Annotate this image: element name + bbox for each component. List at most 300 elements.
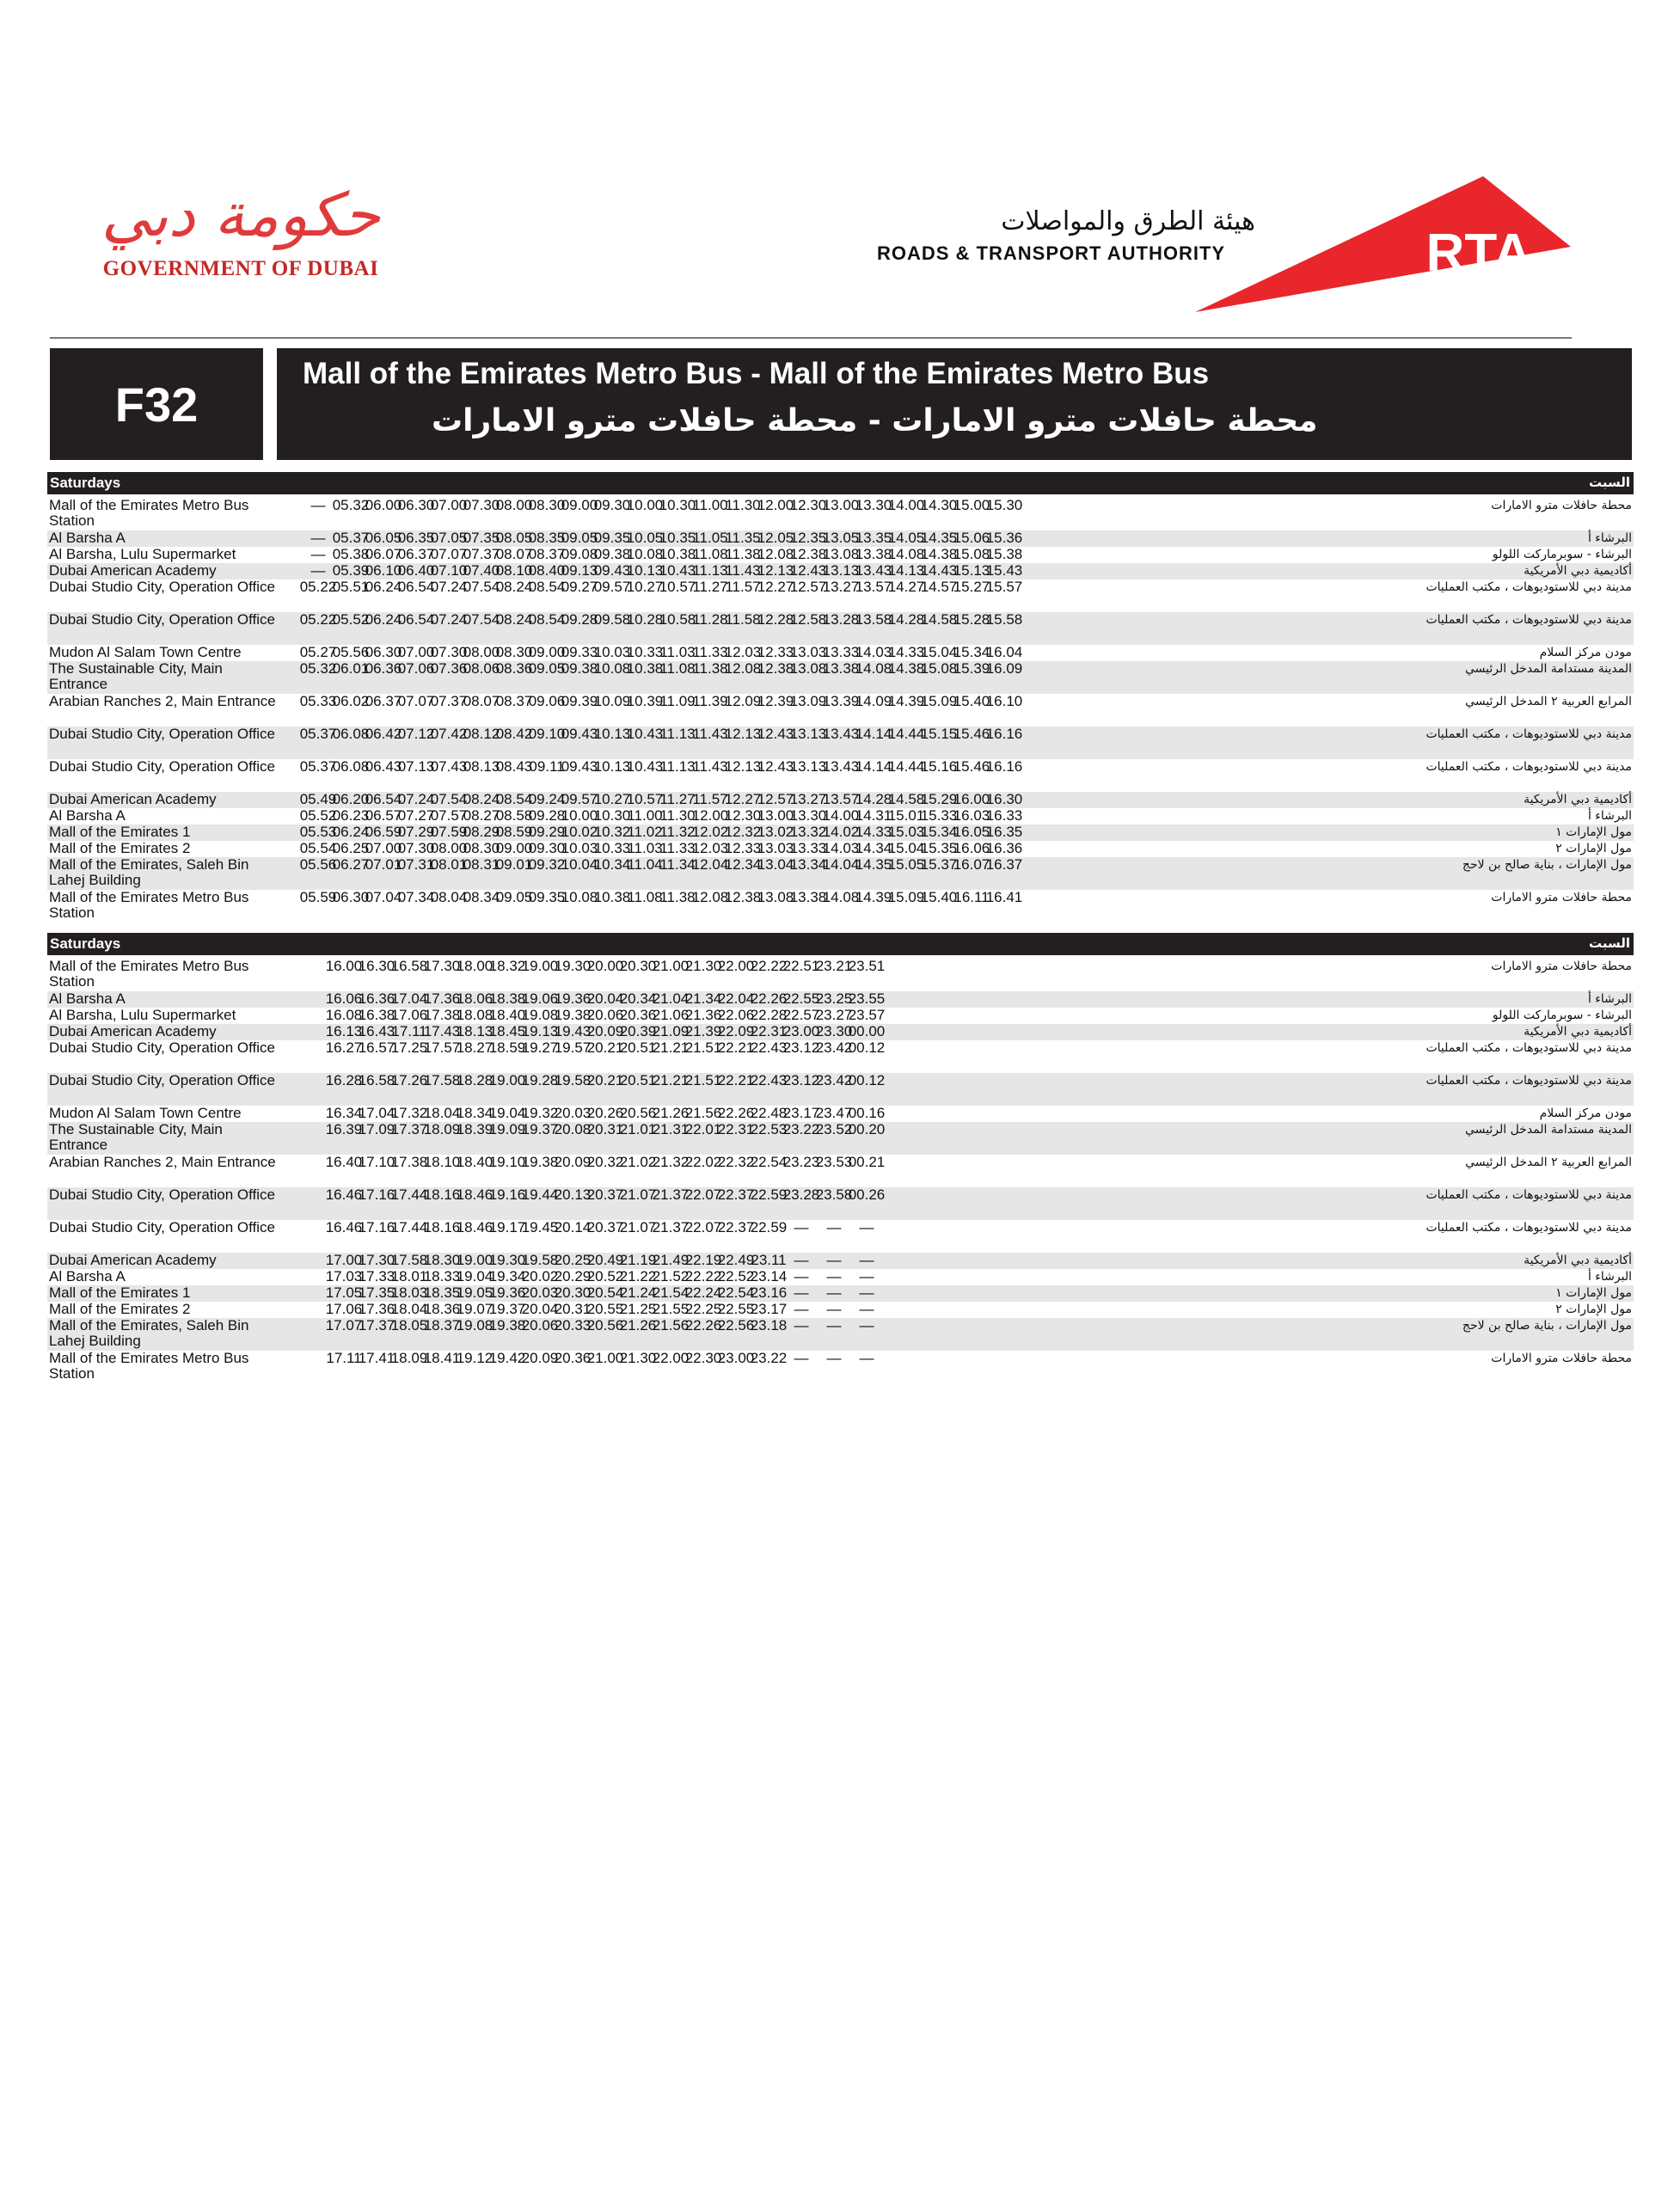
departure-time: 19.06 — [521, 990, 559, 1007]
departure-time: 12.08 — [691, 889, 729, 905]
departure-time: 16.58 — [358, 1072, 395, 1088]
departure-time: — — [826, 1317, 842, 1333]
departure-time: 09.58 — [593, 611, 631, 628]
departure-time: 00.21 — [848, 1154, 886, 1170]
departure-time: 09.27 — [561, 579, 598, 595]
stop-name: Dubai Studio City, Operation Office — [49, 726, 276, 742]
departure-time: 15.36 — [985, 530, 1023, 546]
departure-time: 16.09 — [985, 660, 1023, 677]
departure-time: 19.42 — [488, 1350, 526, 1366]
stop-name: Mall of the Emirates, Saleh Bin Lahej Building — [49, 856, 249, 888]
rta-name-arabic: هيئة الطرق والمواصلات — [1001, 206, 1255, 236]
departure-time: 09.33 — [561, 644, 598, 660]
departure-time: 10.33 — [593, 840, 631, 856]
departure-time: 10.08 — [561, 889, 598, 905]
departure-time: 06.08 — [332, 758, 370, 775]
departure-time: 05.52 — [299, 807, 337, 824]
departure-time: 06.08 — [332, 726, 370, 742]
departure-time: 10.39 — [626, 693, 664, 709]
stop-name: Mall of the Emirates Metro Bus Station — [49, 1350, 249, 1382]
government-of-dubai-logo — [95, 168, 387, 281]
departure-time: 09.43 — [561, 726, 598, 742]
departure-time: 19.58 — [554, 1072, 592, 1088]
departure-time: 22.53 — [750, 1121, 788, 1137]
departure-time: 13.08 — [822, 546, 860, 562]
departure-time: 19.36 — [554, 990, 592, 1007]
departure-time: 17.06 — [390, 1007, 428, 1023]
departure-time: 23.00 — [717, 1350, 755, 1366]
departure-time: 12.39 — [757, 693, 794, 709]
departure-time: 10.09 — [593, 693, 631, 709]
departure-time: 12.08 — [724, 660, 762, 677]
departure-time: 16.35 — [985, 824, 1023, 840]
departure-time: 11.43 — [725, 562, 761, 579]
departure-time: 20.36 — [619, 1007, 657, 1023]
departure-time: 23.12 — [782, 1072, 820, 1088]
departure-time: 06.59 — [365, 824, 402, 840]
departure-time: 19.13 — [521, 1023, 559, 1039]
departure-time: 05.38 — [332, 546, 370, 562]
departure-time: 22.43 — [750, 1072, 788, 1088]
departure-time: 22.31 — [750, 1023, 788, 1039]
departure-time: 19.38 — [488, 1317, 526, 1333]
departure-time: 14.09 — [855, 693, 892, 709]
departure-time: 22.24 — [684, 1284, 722, 1301]
departure-time: 12.27 — [724, 791, 762, 807]
stop-name-arabic: مول الإمارات ١ — [1555, 825, 1632, 839]
departure-time: 13.30 — [855, 497, 892, 513]
timetable-row — [47, 1040, 1634, 1073]
departure-time: 13.00 — [822, 497, 860, 513]
departure-time: 11.30 — [659, 807, 696, 824]
gov-logo-english: GOVERNMENT OF DUBAI — [102, 257, 379, 280]
departure-time: 17.10 — [358, 1154, 395, 1170]
timetable-row — [47, 1122, 1634, 1155]
departure-time: 20.51 — [619, 1072, 657, 1088]
departure-time: 10.30 — [659, 497, 696, 513]
departure-time: 22.22 — [684, 1268, 722, 1284]
departure-time: 09.43 — [561, 758, 598, 775]
departure-time: 10.43 — [626, 758, 664, 775]
departure-time: 07.54 — [463, 579, 500, 595]
departure-time: 05.52 — [332, 611, 370, 628]
departure-time: 10.27 — [593, 791, 631, 807]
departure-time: 11.33 — [692, 644, 728, 660]
departure-time: 14.03 — [822, 840, 860, 856]
departure-time: 07.30 — [463, 497, 500, 513]
departure-time: 08.24 — [495, 611, 533, 628]
departure-time: 20.34 — [619, 990, 657, 1007]
departure-time: 10.13 — [593, 726, 631, 742]
departure-time: 07.05 — [430, 530, 468, 546]
departure-time: 21.09 — [652, 1023, 690, 1039]
departure-time: 11.57 — [725, 579, 761, 595]
departure-time: 12.00 — [691, 807, 729, 824]
departure-time: 20.37 — [586, 1186, 624, 1203]
timetable-row — [47, 825, 1634, 841]
departure-time: 19.28 — [521, 1072, 559, 1088]
departure-time: 12.13 — [724, 758, 762, 775]
departure-time: 14.35 — [855, 856, 892, 873]
departure-time: 18.10 — [423, 1154, 461, 1170]
departure-time: — — [859, 1252, 874, 1268]
departure-time: — — [794, 1317, 809, 1333]
departure-time: 17.16 — [358, 1186, 395, 1203]
departure-time: 11.43 — [692, 726, 728, 742]
departure-time: 10.38 — [626, 660, 664, 677]
departure-time: 05.37 — [299, 758, 337, 775]
departure-time: 09.00 — [561, 497, 598, 513]
departure-time: 21.26 — [619, 1317, 657, 1333]
departure-time: 21.34 — [684, 990, 722, 1007]
departure-time: 23.42 — [815, 1039, 853, 1056]
departure-time: 12.43 — [789, 562, 827, 579]
departure-time: 18.34 — [456, 1105, 494, 1121]
departure-time: 19.57 — [554, 1039, 592, 1056]
departure-time: 14.31 — [855, 807, 892, 824]
departure-time: 06.10 — [365, 562, 402, 579]
departure-time: 23.14 — [750, 1268, 788, 1284]
departure-time: 13.57 — [855, 579, 892, 595]
departure-time: 22.07 — [684, 1186, 722, 1203]
departure-time: 09.30 — [528, 840, 566, 856]
departure-time: 10.04 — [561, 856, 598, 873]
rta-logo — [1195, 176, 1573, 314]
timetable-row — [47, 841, 1634, 857]
departure-time: 13.08 — [789, 660, 827, 677]
stop-name-arabic: أكاديمية دبي الأمريكية — [1524, 793, 1632, 806]
stop-name: Mall of the Emirates 1 — [49, 824, 191, 840]
timetable-row — [47, 959, 1634, 991]
departure-time: 17.04 — [390, 990, 428, 1007]
timetable-row — [47, 498, 1634, 530]
stop-name-arabic: البرشاء - سوبرماركت اللولو — [1492, 548, 1632, 561]
departure-time: 10.08 — [593, 660, 631, 677]
departure-time: 23.16 — [750, 1284, 788, 1301]
departure-time: 12.57 — [789, 579, 827, 595]
departure-time: 15.40 — [953, 693, 990, 709]
departure-time: 17.57 — [423, 1039, 461, 1056]
departure-time: 12.30 — [789, 497, 827, 513]
departure-time: 06.37 — [397, 546, 435, 562]
departure-time: 11.35 — [725, 530, 761, 546]
timetable-row — [47, 792, 1634, 808]
departure-time: 19.04 — [456, 1268, 494, 1284]
departure-time: 06.05 — [365, 530, 402, 546]
departure-time: 20.09 — [554, 1154, 592, 1170]
departure-time: 22.02 — [684, 1154, 722, 1170]
departure-time: 08.10 — [495, 562, 533, 579]
departure-time: 12.03 — [691, 840, 729, 856]
departure-time: 13.38 — [822, 660, 860, 677]
departure-time: 17.44 — [390, 1219, 428, 1235]
departure-time: 06.36 — [365, 660, 402, 677]
departure-time: 22.51 — [782, 958, 820, 974]
departure-time: 19.08 — [456, 1317, 494, 1333]
departure-time: 19.09 — [488, 1121, 526, 1137]
timetable-row — [47, 808, 1634, 825]
departure-time: 05.33 — [299, 693, 337, 709]
departure-time: 10.38 — [659, 546, 696, 562]
departure-time: 18.45 — [488, 1023, 526, 1039]
departure-time: 10.00 — [626, 497, 664, 513]
departure-time: — — [794, 1219, 809, 1235]
departure-time: 07.00 — [397, 644, 435, 660]
departure-time: 14.35 — [920, 530, 958, 546]
departure-time: 18.27 — [456, 1039, 494, 1056]
departure-time: 05.22 — [299, 579, 337, 595]
departure-time: 18.32 — [488, 958, 526, 974]
departure-time: 14.34 — [855, 840, 892, 856]
departure-time: 11.08 — [627, 889, 663, 905]
departure-time: 12.27 — [757, 579, 794, 595]
departure-time: 11.32 — [659, 824, 696, 840]
departure-time: 22.06 — [717, 1007, 755, 1023]
departure-time: 15.04 — [920, 644, 958, 660]
departure-time: 22.07 — [684, 1219, 722, 1235]
departure-time: 08.04 — [430, 889, 468, 905]
departure-time: 20.39 — [619, 1023, 657, 1039]
departure-time: 14.43 — [920, 562, 958, 579]
departure-time: 00.20 — [848, 1121, 886, 1137]
stop-name-arabic: أكاديمية دبي الأمريكية — [1524, 1025, 1632, 1039]
stop-name-arabic: البرشاء - سوبرماركت اللولو — [1492, 1009, 1632, 1022]
departure-time: 13.04 — [757, 856, 794, 873]
departure-time: 08.00 — [430, 840, 468, 856]
departure-time: 12.35 — [789, 530, 827, 546]
departure-time: 16.16 — [985, 758, 1023, 775]
stop-name: Al Barsha A — [49, 990, 126, 1007]
route-title-english: Mall of the Emirates Metro Bus - Mall of the Emirates Metro Bus — [303, 357, 1210, 390]
departure-time: 07.37 — [463, 546, 500, 562]
timetable-row — [47, 661, 1634, 694]
departure-time: 12.38 — [789, 546, 827, 562]
departure-time: 19.12 — [456, 1350, 494, 1366]
stop-name: Dubai Studio City, Operation Office — [49, 611, 276, 628]
stop-name: Al Barsha A — [49, 530, 126, 546]
departure-time: 22.37 — [717, 1186, 755, 1203]
departure-time: 16.06 — [325, 990, 363, 1007]
departure-time: 15.03 — [887, 824, 925, 840]
departure-time: 06.02 — [332, 693, 370, 709]
departure-time: — — [310, 530, 326, 546]
departure-time: 08.37 — [495, 693, 533, 709]
departure-time: 17.36 — [358, 1301, 395, 1317]
departure-time: 23.00 — [782, 1023, 820, 1039]
departure-time: 22.09 — [717, 1023, 755, 1039]
departure-time: 13.32 — [789, 824, 827, 840]
departure-time: 19.37 — [488, 1301, 526, 1317]
departure-time: 17.07 — [325, 1317, 363, 1333]
departure-time: 08.35 — [528, 530, 566, 546]
stop-name: Mall of the Emirates Metro Bus Station — [49, 958, 249, 990]
departure-time: 16.08 — [325, 1007, 363, 1023]
departure-time: 16.36 — [985, 840, 1023, 856]
departure-time: 06.40 — [397, 562, 435, 579]
departure-time: 18.33 — [423, 1268, 461, 1284]
stop-name: Mall of the Emirates 2 — [49, 1301, 191, 1317]
departure-time: 07.59 — [430, 824, 468, 840]
departure-time: 21.02 — [619, 1154, 657, 1170]
stop-name-arabic: أكاديمية دبي الأمريكية — [1524, 1254, 1632, 1267]
departure-time: 14.38 — [920, 546, 958, 562]
departure-time: — — [859, 1301, 874, 1317]
departure-time: 13.28 — [822, 611, 860, 628]
departure-time: 17.25 — [390, 1039, 428, 1056]
departure-time: 11.28 — [692, 611, 728, 628]
departure-time: 07.35 — [463, 530, 500, 546]
departure-time: 14.30 — [920, 497, 958, 513]
stop-name: Arabian Ranches 2, Main Entrance — [49, 693, 276, 709]
departure-time: 08.40 — [528, 562, 566, 579]
departure-time: 13.13 — [789, 726, 827, 742]
departure-time: 23.52 — [815, 1121, 853, 1137]
departure-time: 07.12 — [397, 726, 435, 742]
departure-time: 17.30 — [423, 958, 461, 974]
stop-name-arabic: مودن مركز السلام — [1539, 1107, 1632, 1120]
gov-logo-arabic: حكومة دبي — [101, 180, 381, 250]
departure-time: 08.00 — [495, 497, 533, 513]
departure-time: 06.20 — [332, 791, 370, 807]
departure-time: 09.06 — [528, 693, 566, 709]
departure-time: 16.41 — [985, 889, 1023, 905]
timetable-row — [47, 1253, 1634, 1269]
departure-time: 16.00 — [325, 958, 363, 974]
rta-logo-text: RTA — [1426, 224, 1532, 283]
departure-time: 20.55 — [586, 1301, 624, 1317]
stop-name: Dubai Studio City, Operation Office — [49, 579, 276, 595]
departure-time: 05.56 — [299, 856, 337, 873]
departure-time: 23.12 — [782, 1039, 820, 1056]
departure-time: 13.58 — [855, 611, 892, 628]
departure-time: 16.28 — [325, 1072, 363, 1088]
departure-time: 22.37 — [717, 1219, 755, 1235]
departure-time: 15.46 — [953, 758, 990, 775]
departure-time: — — [826, 1350, 842, 1366]
departure-time: 06.42 — [365, 726, 402, 742]
departure-time: 21.30 — [619, 1350, 657, 1366]
departure-time: 15.57 — [985, 579, 1023, 595]
stop-name-arabic: محطة حافلات مترو الامارات — [1491, 499, 1632, 512]
departure-time: 07.13 — [397, 758, 435, 775]
departure-time: 06.25 — [332, 840, 370, 856]
departure-time: 13.43 — [822, 758, 860, 775]
section-header — [47, 933, 1634, 955]
departure-time: 06.24 — [332, 824, 370, 840]
stop-name: Mudon Al Salam Town Centre — [49, 644, 242, 660]
departure-time: 22.49 — [717, 1252, 755, 1268]
departure-time: 16.33 — [985, 807, 1023, 824]
departure-time: 11.30 — [725, 497, 761, 513]
departure-time: 20.31 — [586, 1121, 624, 1137]
day-label-arabic: السبت — [1588, 935, 1630, 951]
departure-time: 12.08 — [757, 546, 794, 562]
departure-time: 11.27 — [659, 791, 696, 807]
departure-time: 19.10 — [488, 1154, 526, 1170]
departure-time: 07.29 — [397, 824, 435, 840]
departure-time: 00.00 — [848, 1023, 886, 1039]
stop-name: Al Barsha, Lulu Supermarket — [49, 1007, 236, 1023]
departure-time: 07.24 — [430, 611, 468, 628]
departure-time: 07.30 — [430, 644, 468, 660]
route-number: F32 — [50, 348, 263, 460]
departure-time: 16.46 — [325, 1219, 363, 1235]
departure-time: 18.13 — [456, 1023, 494, 1039]
departure-time: 12.13 — [757, 562, 794, 579]
departure-time: 09.28 — [561, 611, 598, 628]
timetable-row — [47, 1008, 1634, 1024]
timetable-row — [47, 1220, 1634, 1253]
departure-time: 22.01 — [684, 1121, 722, 1137]
departure-time: 14.03 — [855, 644, 892, 660]
departure-time: 21.51 — [684, 1072, 722, 1088]
stop-name-arabic: مول الإمارات ١ — [1555, 1286, 1632, 1300]
departure-time: 20.26 — [586, 1105, 624, 1121]
departure-time: — — [794, 1252, 809, 1268]
departure-time: 20.33 — [554, 1317, 592, 1333]
departure-time: 23.23 — [782, 1154, 820, 1170]
departure-time: 06.54 — [397, 579, 435, 595]
departure-time: 08.24 — [463, 791, 500, 807]
departure-time: 15.08 — [953, 546, 990, 562]
stop-name-arabic: مدينة دبي للاستوديوهات ، مكتب العمليات — [1426, 580, 1632, 594]
departure-time: 22.59 — [750, 1186, 788, 1203]
departure-time: 15.00 — [953, 497, 990, 513]
departure-time: 11.03 — [627, 840, 663, 856]
departure-time: 10.00 — [561, 807, 598, 824]
departure-time: 08.59 — [495, 824, 533, 840]
departure-time: 17.03 — [325, 1268, 363, 1284]
departure-time: 08.58 — [495, 807, 533, 824]
departure-time: 20.31 — [554, 1301, 592, 1317]
departure-time: 15.06 — [953, 530, 990, 546]
departure-time: 13.03 — [757, 840, 794, 856]
departure-time: 08.24 — [495, 579, 533, 595]
departure-time: 22.30 — [684, 1350, 722, 1366]
departure-time: 20.21 — [586, 1039, 624, 1056]
departure-time: 22.56 — [717, 1317, 755, 1333]
departure-time: 21.26 — [652, 1105, 690, 1121]
departure-time: 21.52 — [652, 1268, 690, 1284]
departure-time: 16.03 — [953, 807, 990, 824]
departure-time: 08.30 — [528, 497, 566, 513]
timetable-row — [47, 857, 1634, 890]
departure-time: 09.24 — [528, 791, 566, 807]
departure-time: 07.00 — [430, 497, 468, 513]
departure-time: 22.00 — [717, 958, 755, 974]
departure-time: 19.34 — [488, 1268, 526, 1284]
departure-time: 09.35 — [593, 530, 631, 546]
stop-name: Dubai American Academy — [49, 1252, 217, 1268]
departure-time: 06.30 — [397, 497, 435, 513]
departure-time: 07.01 — [365, 856, 402, 873]
departure-time: 11.34 — [659, 856, 696, 873]
departure-time: 20.06 — [586, 1007, 624, 1023]
departure-time: 15.34 — [920, 824, 958, 840]
departure-time: 08.54 — [528, 611, 566, 628]
timetable-row — [47, 579, 1634, 612]
departure-time: 17.00 — [325, 1252, 363, 1268]
departure-time: 13.35 — [855, 530, 892, 546]
departure-time: 15.27 — [953, 579, 990, 595]
departure-time: 20.56 — [619, 1105, 657, 1121]
stop-name-arabic: مودن مركز السلام — [1539, 646, 1632, 659]
stop-name: Dubai Studio City, Operation Office — [49, 1039, 276, 1056]
stop-name-arabic: مدينة دبي للاستوديوهات ، مكتب العمليات — [1426, 1041, 1632, 1055]
departure-time: 20.03 — [521, 1284, 559, 1301]
timetable-row — [47, 759, 1634, 792]
departure-time: 14.39 — [855, 889, 892, 905]
